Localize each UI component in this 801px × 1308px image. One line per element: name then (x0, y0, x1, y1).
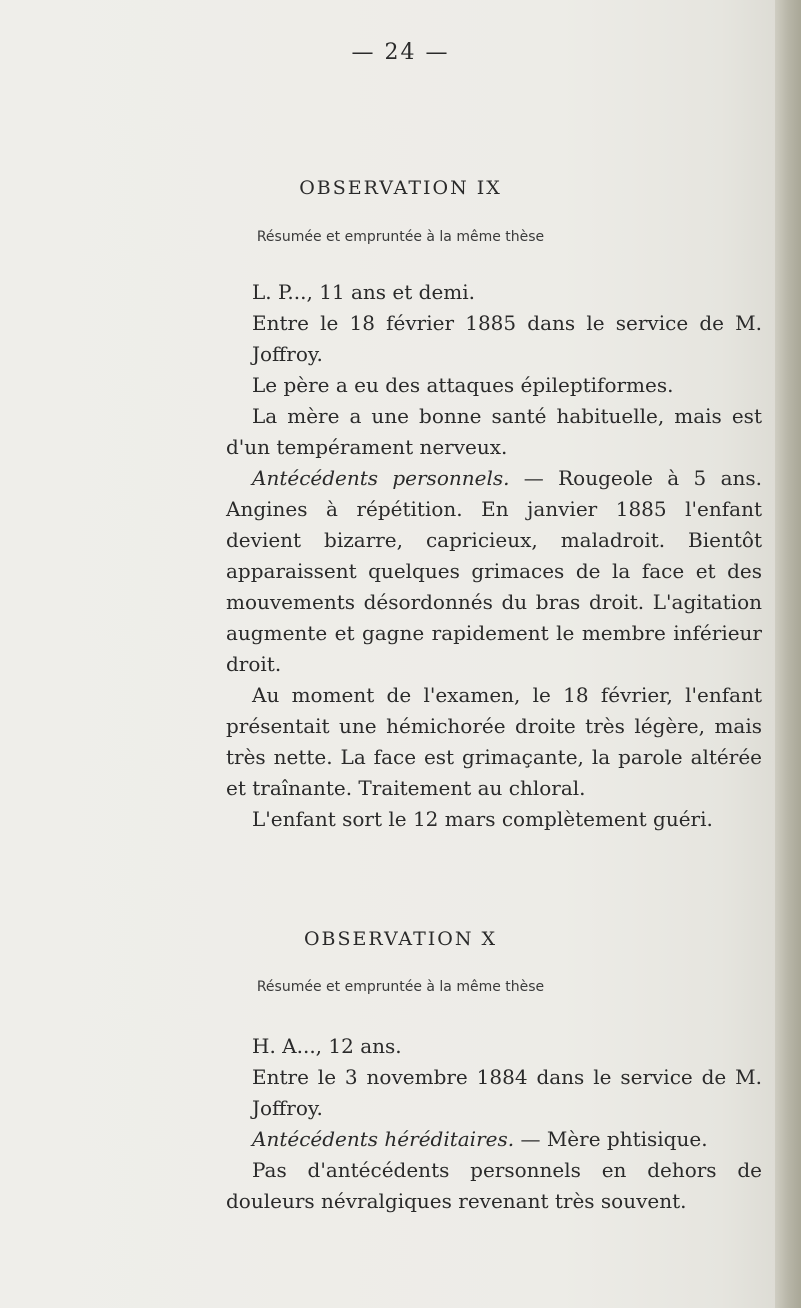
obs10-paragraph-1: H. A..., 12 ans. (252, 1034, 402, 1058)
obs9-paragraph-3: Le père a eu des attaques épileptiformes. (252, 373, 674, 397)
obs10-antecedents-text: — Mère phtisique. (514, 1127, 708, 1151)
observation-9-title: OBSERVATION IX (299, 177, 502, 199)
obs10-paragraph-2: Entre le 3 novembre 1884 dans le service de M. Joffroy. (252, 1065, 762, 1120)
page-number: — 24 — (351, 40, 450, 65)
obs10-paragraph-3 (226, 1124, 762, 1155)
observation-9-body (226, 277, 762, 835)
obs9-antecedents-text: — Rougeole à 5 ans. Angines à répétition. En janvier 1885 l'enfant devient bizarre, capricieux, maladroit. Bientôt apparaissent quelques grimaces de la face et des mouvements désordonnés du bras droit. L'agitation augmente et gagne rapidement le membre inférieur droit. (226, 466, 762, 676)
observation-9-subtitle: Résumée et empruntée à la même thèse (256, 229, 545, 245)
observation-10-body (226, 1031, 762, 1217)
obs9-paragraph-7: L'enfant sort le 12 mars complètement guéri. (252, 807, 713, 831)
observation-10-subtitle: Résumée et empruntée à la même thèse (256, 979, 545, 995)
observation-10-title: OBSERVATION X (303, 928, 498, 950)
obs9-paragraph-2: Entre le 18 février 1885 dans le service de M. Joffroy. (252, 311, 762, 366)
obs9-paragraph-1: L. P..., 11 ans et demi. (252, 280, 476, 304)
obs9-paragraph-6: Au moment de l'examen, le 18 février, l'enfant présentait une hémichorée droite très légère, mais très nette. La face est grimaçante, la parole altérée et traînante. Traitement au chloral. (226, 683, 762, 800)
obs9-paragraph-5 (226, 463, 762, 680)
obs10-paragraph-4: Pas d'antécédents personnels en dehors de douleurs névralgiques revenant très souvent. (226, 1158, 762, 1213)
obs10-antecedents-heading: Antécédents héréditaires. (252, 1127, 515, 1151)
obs9-paragraph-4: La mère a une bonne santé habituelle, mais est d'un tempérament nerveux. (226, 404, 762, 459)
obs9-antecedents-heading: Antécédents personnels. (252, 466, 510, 490)
